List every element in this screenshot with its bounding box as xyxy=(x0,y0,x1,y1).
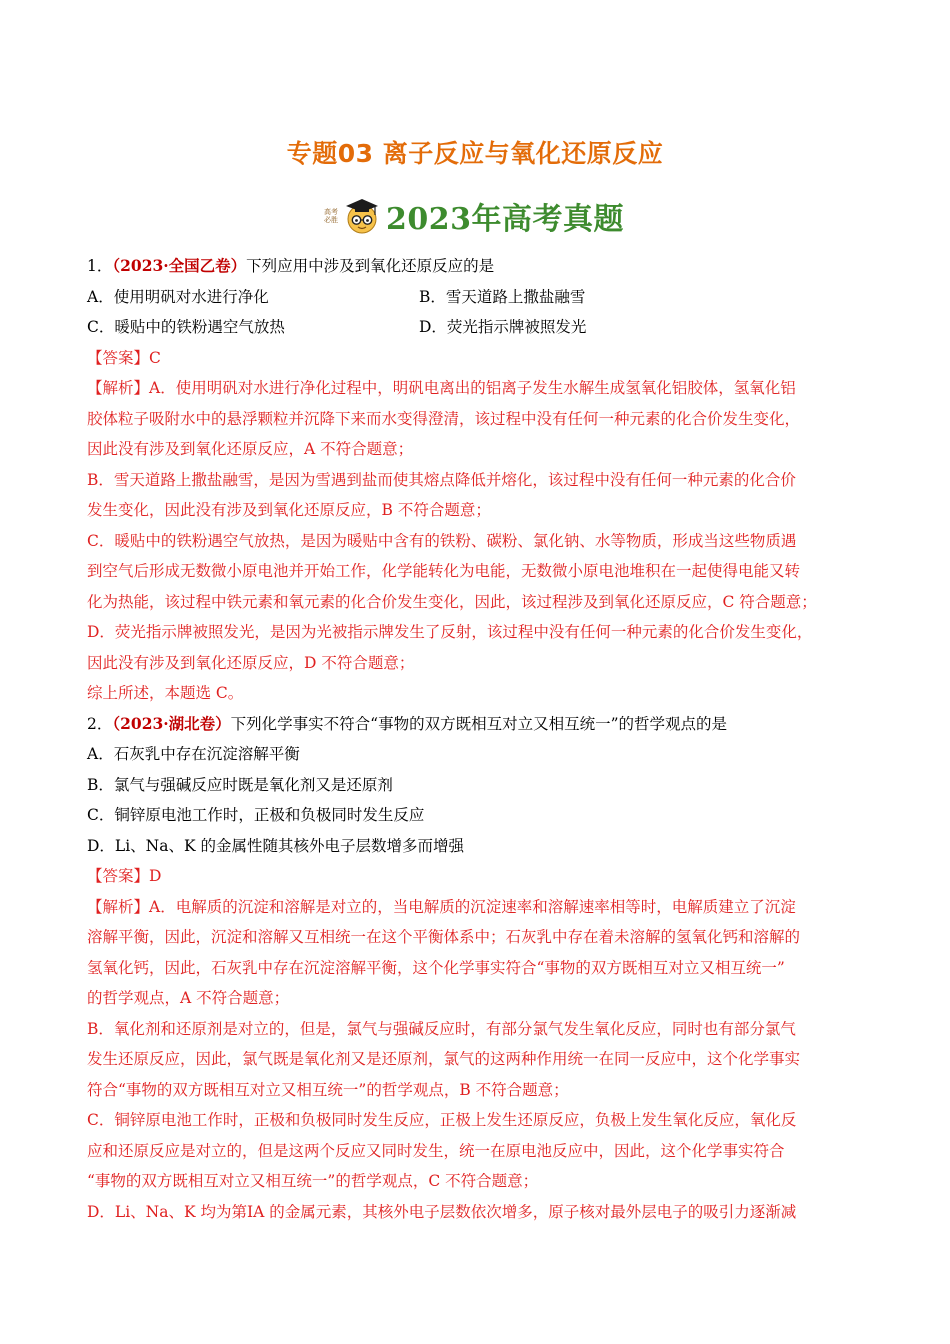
question-1-stem xyxy=(87,251,863,282)
analysis-line: 化为热能，该过程中铁元素和氧元素的化合价发生变化，因此，该过程涉及到氧化还原反应，C 符合题意； xyxy=(87,592,817,611)
questions-content xyxy=(87,251,863,1227)
analysis-line: 发生变化，因此没有涉及到氧化还原反应，B 不符合题意； xyxy=(87,501,491,519)
option-c: C．暖贴中的铁粉遇空气放热 xyxy=(87,318,285,336)
question-source: （2023·全国乙卷） xyxy=(112,256,247,275)
option-a: A．使用明矾对水进行净化 xyxy=(87,287,269,306)
option-d: D．Li、Na、K 的金属性随其核外电子层数增多而增强 xyxy=(87,836,464,855)
analysis-line: D．Li、Na、K 均为第ⅠA 的金属元素，其核外电子层数依次增多，原子核对最外层电子的吸引力逐渐减 xyxy=(87,1202,797,1221)
analysis-line: B．氧化剂和还原剂是对立的，但是，氯气与强碱反应时，有部分氯气发生氧化反应，同时也有部分氯气 xyxy=(87,1019,796,1038)
question-text: 下列应用中涉及到氧化还原反应的是 xyxy=(246,257,495,275)
analysis-line: “事物的双方既相互对立又相互统一”的哲学观点，C 不符合题意； xyxy=(87,1172,539,1190)
analysis-line: C．暖贴中的铁粉遇空气放热，是因为暖贴中含有的铁粉、碳粉、氯化钠、水等物质，形成当这些物质遇 xyxy=(87,531,797,550)
answer-value: C xyxy=(149,348,161,367)
question-number: 2． xyxy=(87,714,113,733)
option-b: B．雪天道路上撒盐融雪 xyxy=(419,287,586,306)
analysis-line: 的哲学观点，A 不符合题意； xyxy=(87,989,290,1007)
question-text: 下列化学事实不符合“事物的双方既相互对立又相互统一”的哲学观点的是 xyxy=(230,714,728,733)
answer-tag: 【答案】 xyxy=(87,867,150,885)
answer-tag: 【答案】 xyxy=(87,348,150,367)
banner-title: 2023年高考真题 xyxy=(386,202,624,237)
analysis-line: 发生还原反应，因此，氯气既是氧化剂又是还原剂，氯气的这两种作用统一在同一反应中，这个化学事实 xyxy=(87,1050,801,1068)
analysis-line: 到空气后形成无数微小原电池并开始工作，化学能转化为电能，无数微小原电池堆积在一起使得电能又转 xyxy=(87,562,801,580)
analysis-line: 因此没有涉及到氧化还原反应，A 不符合题意； xyxy=(87,440,414,458)
question-1-options-row-1 xyxy=(87,282,863,313)
question-2-answer xyxy=(87,861,863,892)
question-source: （2023·湖北卷） xyxy=(112,713,231,733)
analysis-line xyxy=(87,373,863,404)
section-banner xyxy=(322,192,624,240)
option-d: D．荧光指示牌被照发光 xyxy=(419,318,587,336)
question-1-options-row-2 xyxy=(87,312,863,343)
analysis-line: 应和还原反应是对立的，但是这两个反应又同时发生，统一在原电池反应中，因此，这个化学事实符合 xyxy=(87,1141,785,1160)
analysis-line xyxy=(87,892,863,923)
graduate-mascot-icon xyxy=(342,196,382,236)
analysis-line: D．荧光指示牌被照发光，是因为光被指示牌发生了反射，该过程中没有任何一种元素的化合价发生变化， xyxy=(87,623,813,641)
analysis-line: 胶体粒子吸附水中的悬浮颗粒并沉降下来而水变得澄清，该过程中没有任何一种元素的化合价发生变化， xyxy=(87,409,801,428)
page-title: 专题03 离子反应与氧化还原反应 xyxy=(286,139,664,168)
analysis-text: A．使用明矾对水进行净化过程中，明矾电离出的铝离子发生水解生成氢氧化铝胶体，氢氧化铝 xyxy=(149,379,796,397)
option-a: A．石灰乳中存在沉淀溶解平衡 xyxy=(87,745,300,763)
analysis-line: 因此没有涉及到氧化还原反应，D 不符合题意； xyxy=(87,653,415,672)
option-c: C．铜锌原电池工作时，正极和负极同时发生反应 xyxy=(87,806,425,824)
question-2-stem xyxy=(87,709,863,740)
banner-stamp: 高考必胜 xyxy=(324,208,338,224)
answer-value: D xyxy=(149,867,162,885)
analysis-text: A．电解质的沉淀和溶解是对立的，当电解质的沉淀速率和溶解速率相等时，电解质建立了沉淀 xyxy=(149,897,796,916)
analysis-line: B．雪天道路上撒盐融雪，是因为雪遇到盐而使其熔点降低并熔化，该过程中没有任何一种元素的化合价 xyxy=(87,470,796,489)
analysis-tag: 【解析】 xyxy=(87,897,150,916)
question-1-answer xyxy=(87,343,863,374)
analysis-line: 溶解平衡，因此，沉淀和溶解又互相统一在这个平衡体系中；石灰乳中存在着未溶解的氢氧化钙和溶解的 xyxy=(87,928,801,946)
analysis-line: 符合“事物的双方既相互对立又相互统一”的哲学观点，B 不符合题意； xyxy=(87,1080,569,1099)
analysis-conclusion: 综上所述，本题选 C。 xyxy=(87,684,244,702)
question-number: 1． xyxy=(87,257,113,275)
analysis-line: C．铜锌原电池工作时，正极和负极同时发生反应，正极上发生还原反应，负极上发生氧化反应，氧化反 xyxy=(87,1111,797,1129)
option-b: B．氯气与强碱反应时既是氧化剂又是还原剂 xyxy=(87,775,393,794)
analysis-line: 氢氧化钙，因此，石灰乳中存在沉淀溶解平衡，这个化学事实符合“事物的双方既相互对立又相互统一” xyxy=(87,958,785,977)
analysis-tag: 【解析】 xyxy=(87,379,150,397)
